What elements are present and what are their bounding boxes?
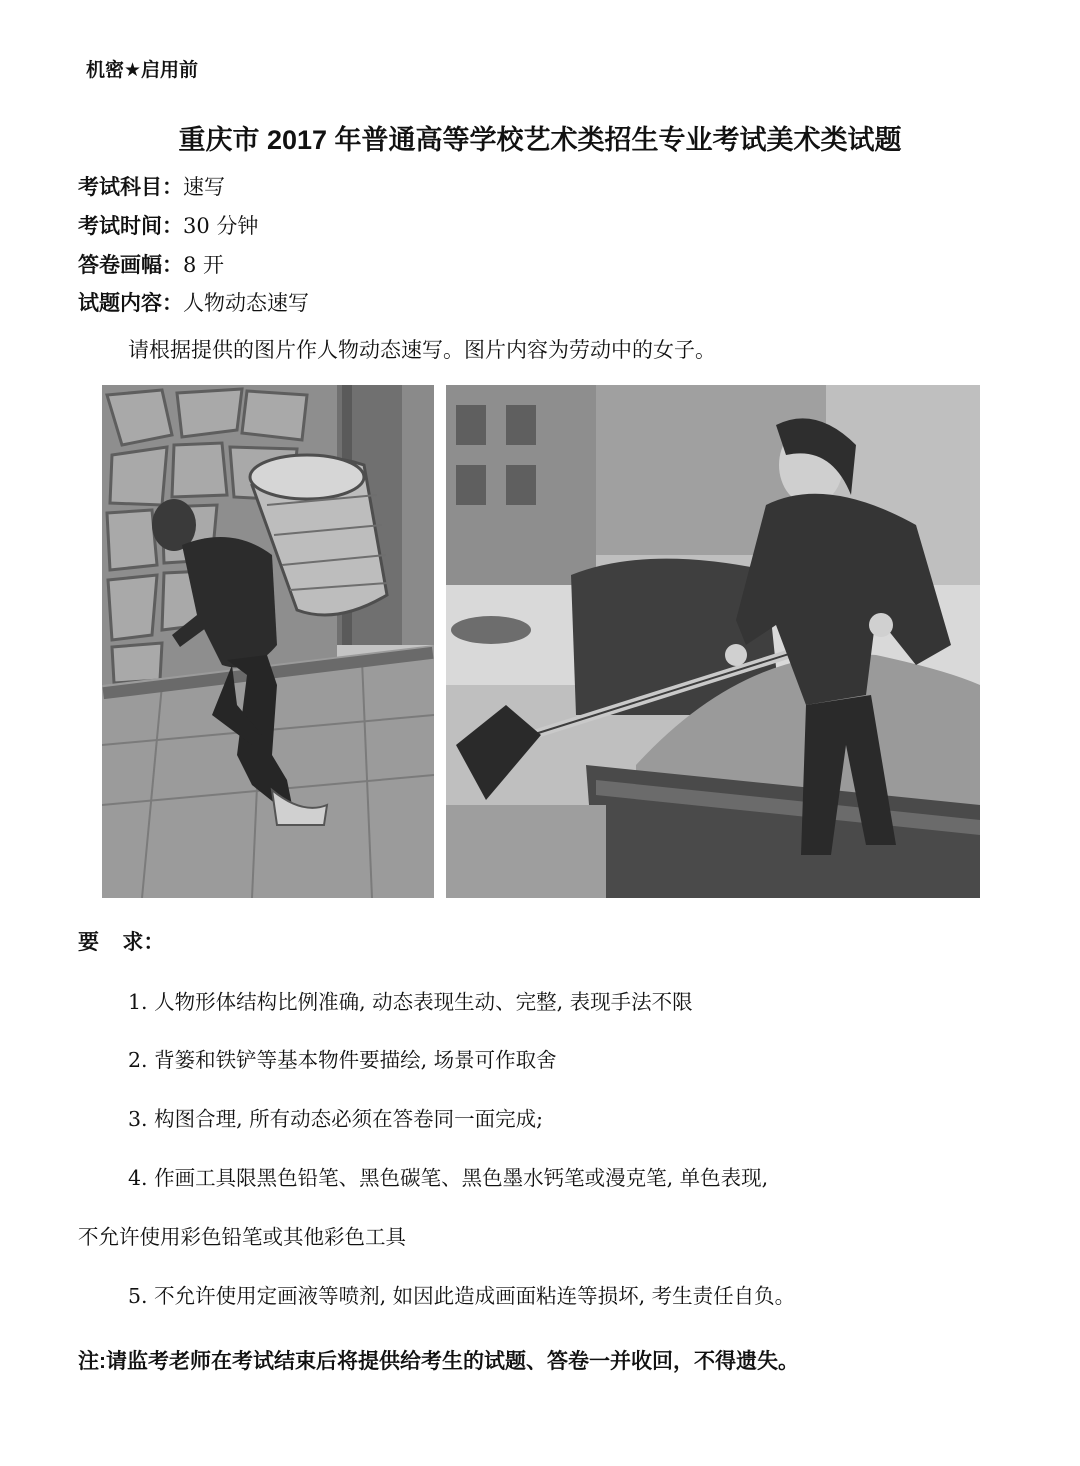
woman-carrying-basket-photo <box>102 385 434 898</box>
paper-size-value: 8 开 <box>183 253 225 277</box>
exam-subject-value: 速写 <box>183 175 225 199</box>
exam-content-value: 人物动态速写 <box>183 291 309 315</box>
exam-content-row <box>78 287 309 317</box>
requirement-item: 2. 背篓和铁铲等基本物件要描绘, 场景可作取舍 <box>128 1048 557 1072</box>
exam-time-row <box>78 210 258 240</box>
exam-time-label: 考试时间： <box>78 215 183 238</box>
exam-subject-row <box>78 171 225 201</box>
requirement-item: 5. 不允许使用定画液等喷剂, 如因此造成画面粘连等损坏, 考生责任自负。 <box>128 1284 796 1308</box>
woman-shoveling-sand-photo <box>446 385 980 898</box>
exam-subject-label: 考试科目： <box>78 176 183 199</box>
requirement-item: 1. 人物形体结构比例准确, 动态表现生动、完整, 表现手法不限 <box>128 990 693 1014</box>
exam-content-label: 试题内容： <box>78 292 183 315</box>
instruction-text: 请根据提供的图片作人物动态速写。图片内容为劳动中的女子。 <box>128 338 716 362</box>
requirements-heading: 要 求： <box>78 931 165 954</box>
proctor-note: 注:请监考老师在考试结束后将提供给考生的试题、答卷一并收回，不得遗失。 <box>78 1350 799 1373</box>
requirement-item: 4. 作画工具限黑色铅笔、黑色碳笔、黑色墨水钙笔或漫克笔, 单色表现, <box>128 1166 769 1190</box>
paper-size-label: 答卷画幅： <box>78 254 183 277</box>
requirement-item-continuation: 不允许使用彩色铅笔或其他彩色工具 <box>78 1225 406 1249</box>
exam-time-value: 30 分钟 <box>183 214 259 238</box>
exam-title: 重庆市 2017 年普通高等学校艺术类招生专业考试美术类试题 <box>178 125 902 155</box>
confidential-mark: 机密★启用前 <box>86 60 199 81</box>
paper-size-row <box>78 249 224 279</box>
requirement-item: 3. 构图合理, 所有动态必须在答卷同一面完成; <box>128 1107 544 1131</box>
